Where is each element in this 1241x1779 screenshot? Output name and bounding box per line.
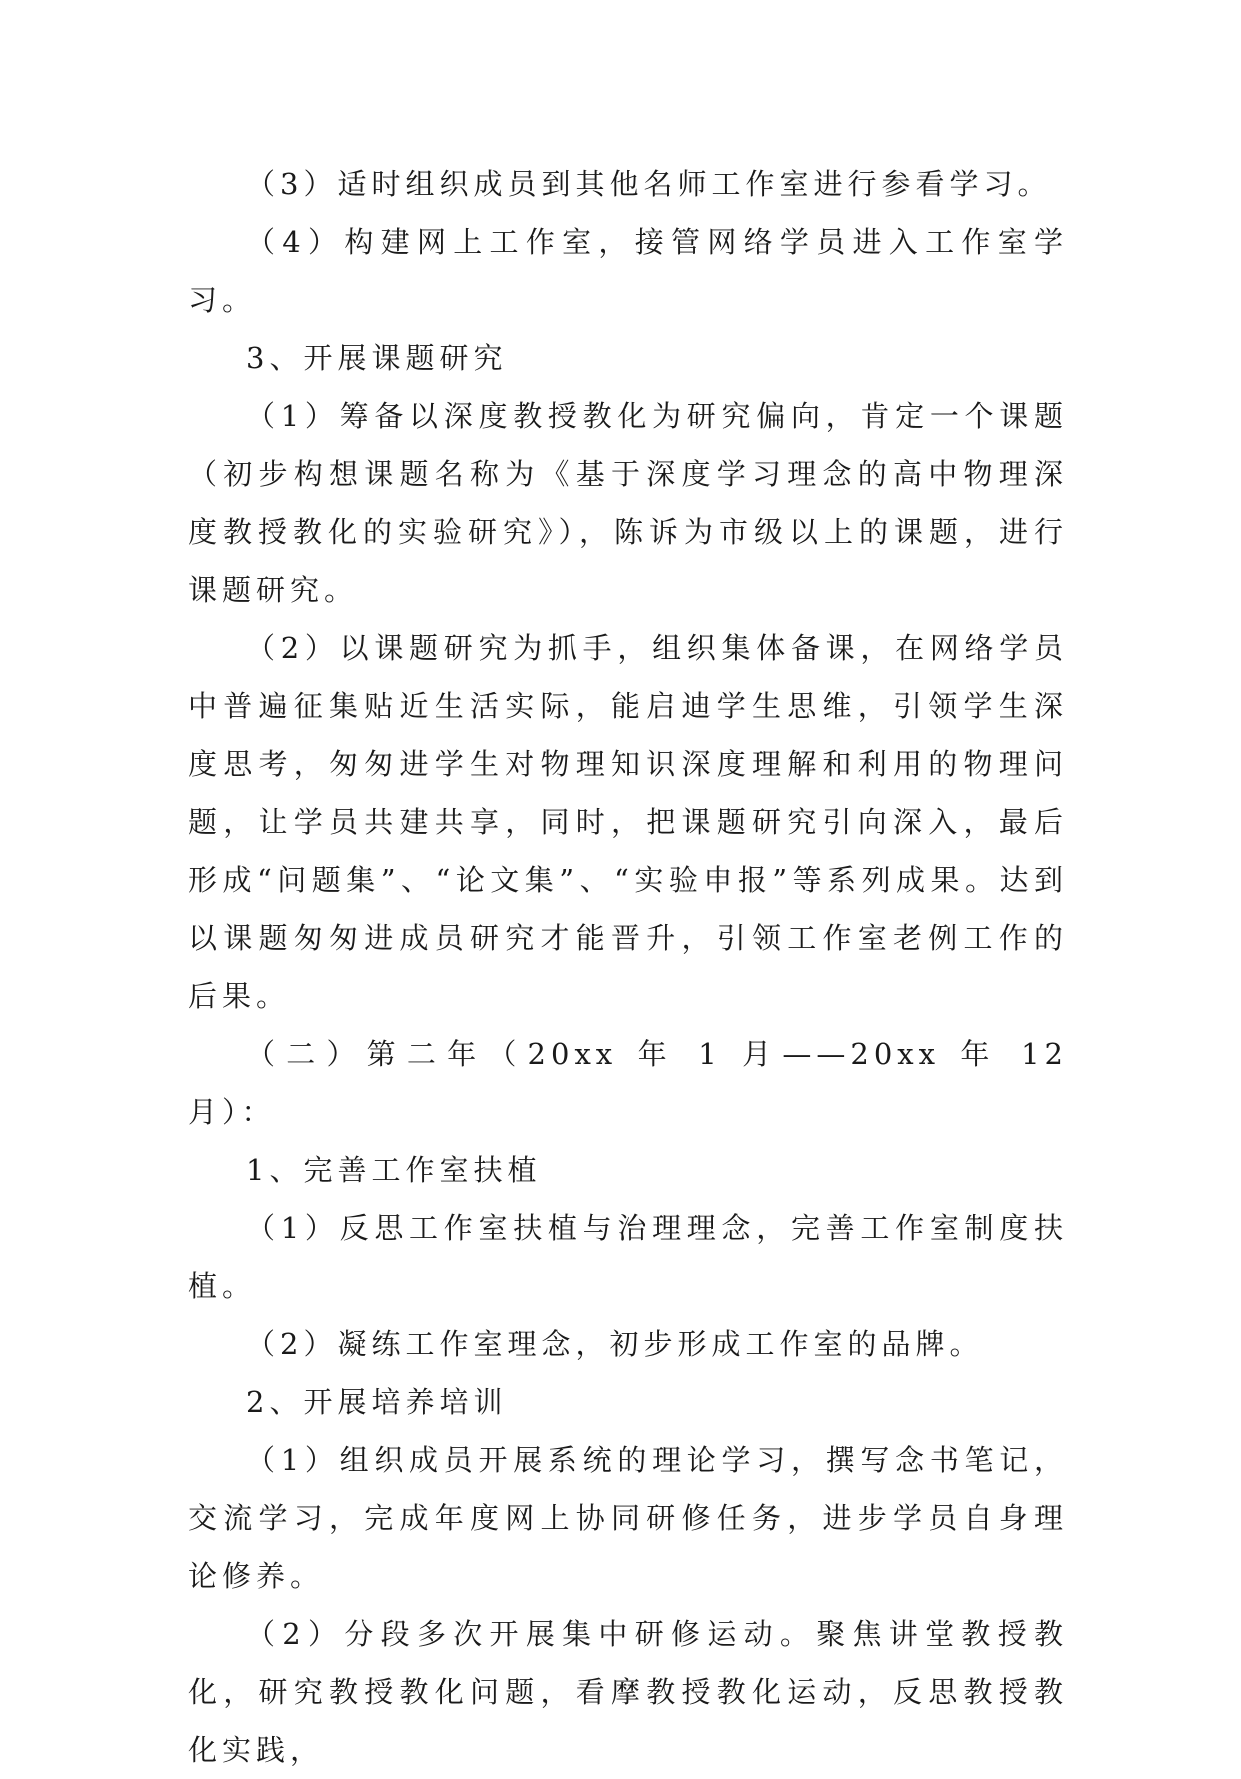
heading-second-year: （二）第二年（20xx 年 1 月——20xx 年 12 月）： [188,1037,1068,1129]
document-body [188,155,1068,1779]
paragraph-research-topic: （1）筹备以深度教授教化为研究偏向，肯定一个课题（初步构想课题名称为《基于深度学习理念的高中物理深度教授教化的实验研究》），陈诉为市级以上的课题，进行课题研究。 [188,399,1068,607]
heading-improve-studio: 1、完善工作室扶植 [246,1153,542,1187]
heading-training: 2、开展培养培训 [246,1385,508,1419]
paragraph-collective-lesson-prep: （2）以课题研究为抓手，组织集体备课，在网络学员中普遍征集贴近生活实际，能启迪学生思维，引领学生深度思考，匆匆进学生对物理知识深度理解和利用的物理问题，让学员共建共享，同时，把课题研究引向深入，最后形成“问题集”、“论文集”、“实验申报”等系列成果。达到以课题匆匆进成员研究才能晋升，引领工作室老例工作的后果。 [188,631,1068,1013]
paragraph-reflect-management: （1）反思工作室扶植与治理理念，完善工作室制度扶植。 [188,1211,1068,1303]
paragraph-theory-study: （1）组织成员开展系统的理论学习，撰写念书笔记，交流学习，完成年度网上协同研修任务，进步学员自身理论修养。 [188,1443,1068,1593]
heading-research-project: 3、开展课题研究 [246,341,508,375]
paragraph-studio-brand: （2）凝练工作室理念，初步形成工作室的品牌。 [246,1327,984,1361]
paragraph-online-studio: （4）构建网上工作室，接管网络学员进入工作室学习。 [188,225,1068,317]
paragraph-focused-training: （2）分段多次开展集中研修运动。聚焦讲堂教授教化，研究教授教化问题，看摩教授教化运动，反思教授教化实践， [188,1617,1068,1767]
paragraph-observe-other-studios: （3）适时组织成员到其他名师工作室进行参看学习。 [246,167,1052,201]
